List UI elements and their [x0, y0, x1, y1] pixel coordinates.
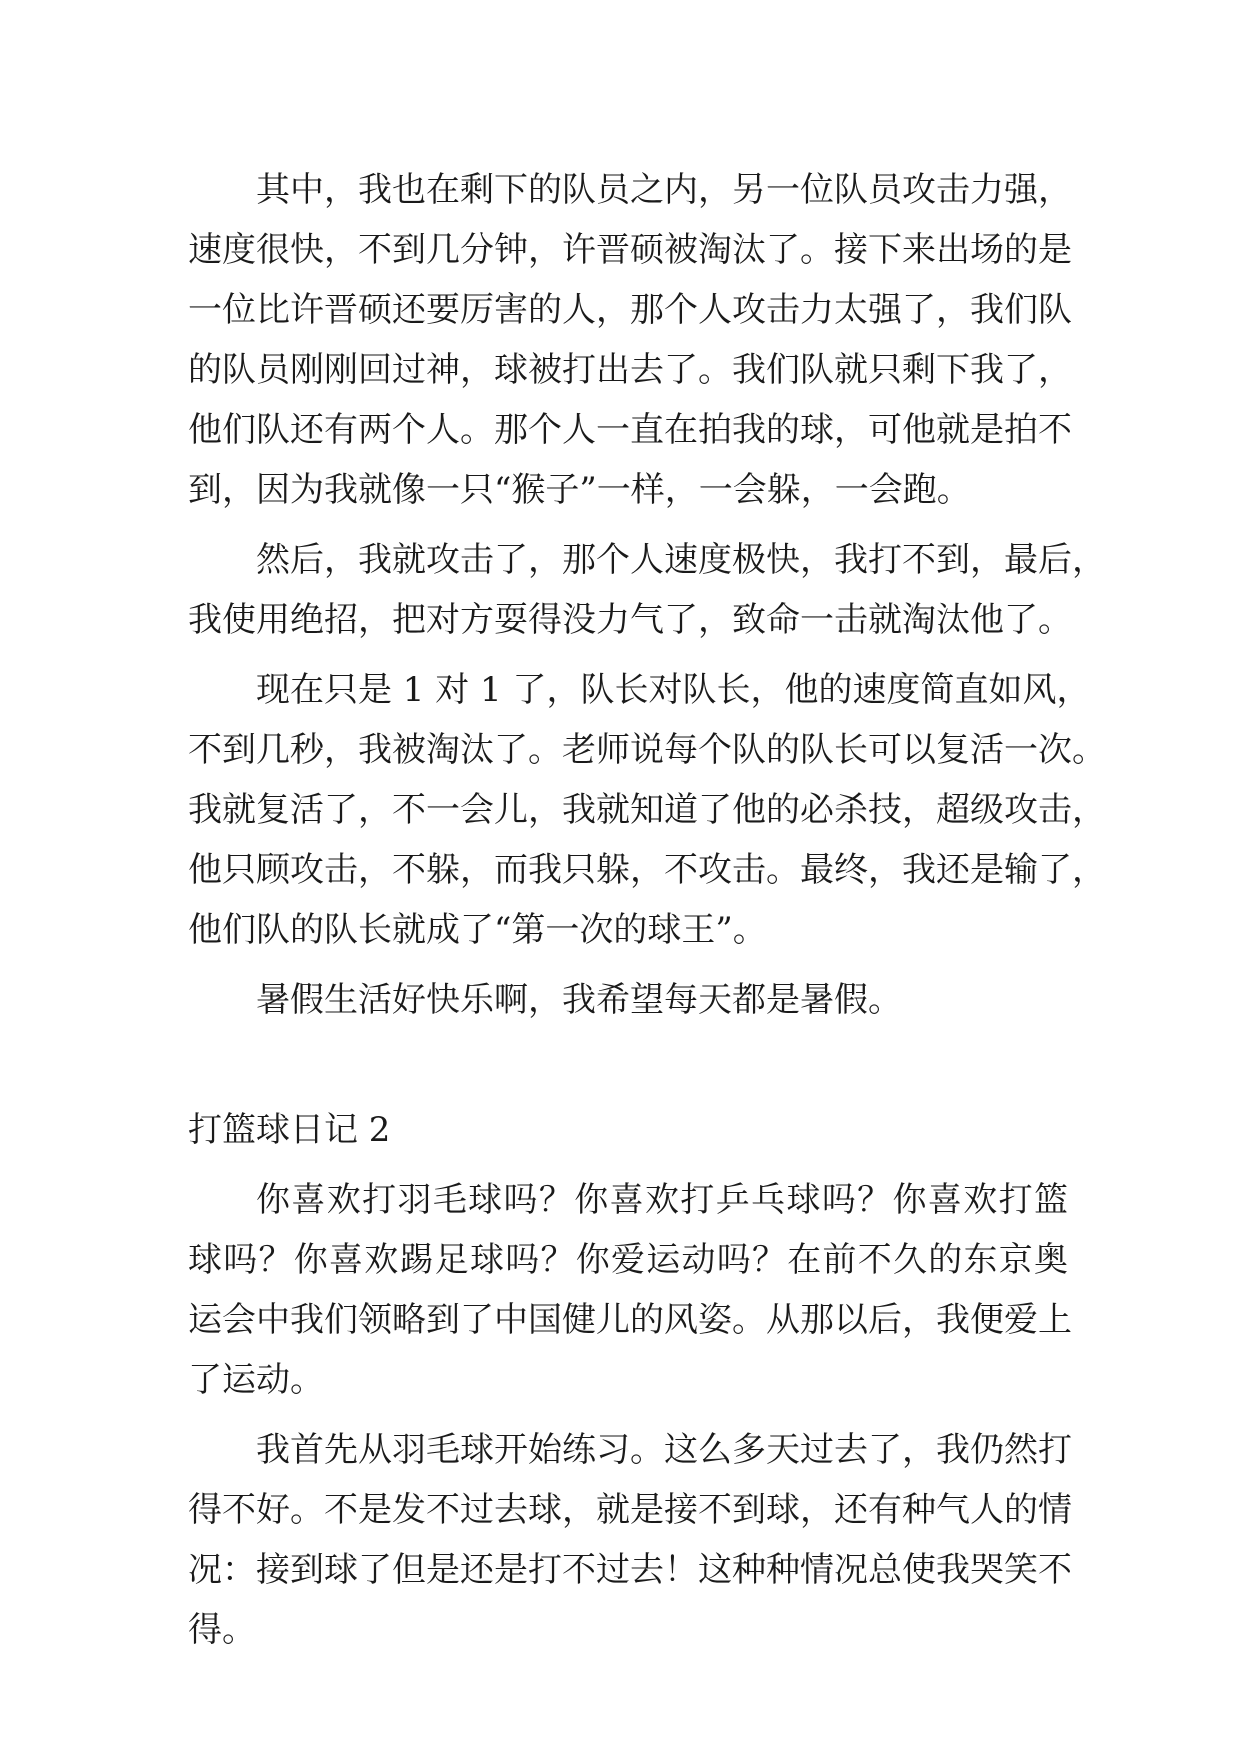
paragraph-5-line-4: 了运动。 — [188, 1360, 324, 1400]
paragraph-1-line-4: 的队员刚刚回过神，球被打出去了。我们队就只剩下我了， — [188, 350, 1072, 390]
section-heading: 打篮球日记 2 — [188, 1110, 391, 1150]
paragraph-1-line-3: 一位比许晋硕还要厉害的人，那个人攻击力太强了，我们队 — [188, 290, 1072, 330]
paragraph-6-line-1: 我首先从羽毛球开始练习。这么多天过去了，我仍然打 — [256, 1430, 1072, 1470]
paragraph-1-line-5: 他们队还有两个人。那个人一直在拍我的球，可他就是拍不 — [188, 410, 1072, 450]
paragraph-5-line-2: 球吗？你喜欢踢足球吗？你爱运动吗？在前不久的东京奥 — [188, 1240, 1068, 1280]
paragraph-3-line-5: 他们队的队长就成了“第一次的球王”。 — [188, 910, 767, 950]
paragraph-2-line-2: 我使用绝招，把对方耍得没力气了，致命一击就淘汰他了。 — [188, 600, 1072, 640]
paragraph-2-line-1: 然后，我就攻击了，那个人速度极快，我打不到，最后， — [256, 540, 1106, 580]
paragraph-5-line-1: 你喜欢打羽毛球吗？你喜欢打乒乓球吗？你喜欢打篮 — [256, 1180, 1068, 1220]
paragraph-3-line-1: 现在只是 1 对 1 了，队长对队长，他的速度简直如风， — [256, 670, 1091, 710]
paragraph-3-line-2: 不到几秒，我被淘汰了。老师说每个队的队长可以复活一次。 — [188, 730, 1106, 770]
paragraph-1-line-1: 其中，我也在剩下的队员之内，另一位队员攻击力强， — [256, 170, 1072, 210]
paragraph-3-line-4: 他只顾攻击，不躲，而我只躲，不攻击。最终，我还是输了， — [188, 850, 1106, 890]
paragraph-6-line-4: 得。 — [188, 1610, 256, 1650]
paragraph-5-line-3: 运会中我们领略到了中国健儿的风姿。从那以后，我便爱上 — [188, 1300, 1072, 1340]
paragraph-1-line-6: 到，因为我就像一只“猴子”一样，一会躲，一会跑。 — [188, 470, 971, 510]
paragraph-6-line-3: 况：接到球了但是还是打不过去！这种种情况总使我哭笑不 — [188, 1550, 1072, 1590]
paragraph-3-line-3: 我就复活了，不一会儿，我就知道了他的必杀技，超级攻击， — [188, 790, 1106, 830]
paragraph-6-line-2: 得不好。不是发不过去球，就是接不到球，还有种气人的情 — [188, 1490, 1072, 1530]
paragraph-1-line-2: 速度很快，不到几分钟，许晋硕被淘汰了。接下来出场的是 — [188, 230, 1072, 270]
paragraph-4-line-1: 暑假生活好快乐啊，我希望每天都是暑假。 — [256, 980, 902, 1020]
